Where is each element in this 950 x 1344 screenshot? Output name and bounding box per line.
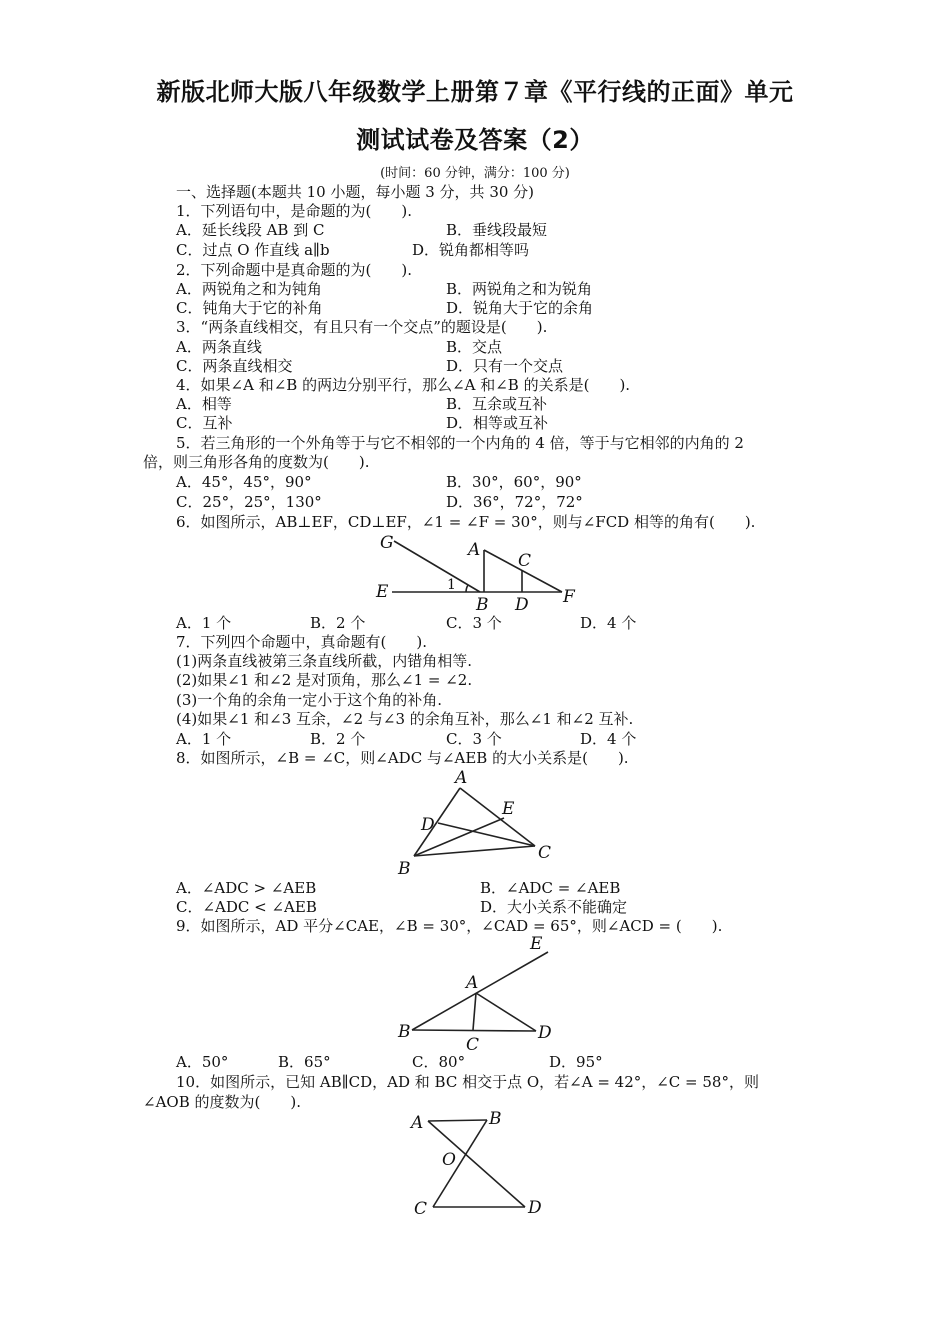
q5-option-b: B．30°，60°，90°: [446, 473, 582, 491]
q7-statement-1: (1)两条直线被第三条直线所截，内错角相等.: [176, 652, 473, 670]
q10-label-a: A: [411, 1113, 424, 1133]
q1-option-b: B．垂线段最短: [446, 221, 548, 239]
q10-label-b: B: [489, 1109, 502, 1129]
q9-figure: [0, 934, 950, 1054]
q10-label-c: C: [414, 1199, 428, 1219]
q4-option-b: B．互余或互补: [446, 395, 548, 413]
q1-option-d: D．锐角都相等吗: [412, 241, 530, 259]
q7-option-c: C．3 个: [446, 730, 502, 748]
q10-stem-line2: ∠AOB 的度数为( ).: [143, 1093, 301, 1111]
q5-stem-line1: 5．若三角形的一个外角等于与它不相邻的一个内角的 4 倍，等于与它相邻的内角的 2: [176, 434, 744, 452]
q9-stem: 9．如图所示，AD 平分∠CAE，∠B = 30°，∠CAD = 65°，则∠ACD = ( ).: [176, 917, 723, 935]
q4-stem: 4．如果∠A 和∠B 的两边分别平行，那么∠A 和∠B 的关系是( ).: [176, 376, 631, 394]
q8-figure: [0, 766, 950, 879]
q9-segment-ad: [476, 993, 536, 1031]
q5-option-c: C．25°，25°，130°: [176, 493, 322, 511]
q2-option-a: A．两锐角之和为钝角: [176, 280, 322, 298]
q7-option-b: B．2 个: [310, 730, 366, 748]
q9-option-c: C．80°: [412, 1053, 466, 1071]
q10-label-d: D: [528, 1198, 542, 1218]
section-heading: 一、选择题(本题共 10 小题，每小题 3 分，共 30 分): [176, 183, 535, 201]
q6-option-a: A．1 个: [176, 614, 232, 632]
time-score-info: (时间：60 分钟，满分：100 分): [380, 166, 570, 181]
q6-option-c: C．3 个: [446, 614, 502, 632]
q7-statement-3: (3)一个角的余角一定小于这个角的补角.: [176, 691, 443, 709]
q8-option-c: C．∠ADC < ∠AEB: [176, 898, 317, 916]
q7-stem: 7．下列四个命题中，真命题有( ).: [176, 633, 428, 651]
q5-option-d: D．36°，72°，72°: [446, 493, 583, 511]
q9-label-e: E: [530, 934, 543, 954]
q6-option-d: D．4 个: [580, 614, 637, 632]
q8-label-a: A: [455, 768, 468, 788]
q7-option-d: D．4 个: [580, 730, 637, 748]
q6-label-f: F: [563, 587, 575, 607]
q3-option-b: B．交点: [446, 338, 503, 356]
q8-option-a: A．∠ADC > ∠AEB: [176, 879, 317, 897]
q1-option-c: C．过点 O 作直线 a∥b: [176, 241, 330, 259]
q2-option-c: C．钝角大于它的补角: [176, 299, 323, 317]
q9-label-b: B: [398, 1022, 411, 1042]
q6-angle-arc: [466, 585, 468, 592]
q6-label-e: E: [376, 582, 389, 602]
q8-label-c: C: [538, 843, 552, 863]
q2-option-d: D．锐角大于它的余角: [446, 299, 594, 317]
q9-label-c: C: [466, 1035, 480, 1055]
q3-option-c: C．两条直线相交: [176, 357, 293, 375]
q6-figure: [0, 528, 950, 618]
q10-label-o: O: [442, 1150, 456, 1170]
q6-label-a: A: [468, 540, 481, 560]
q3-option-d: D．只有一个交点: [446, 357, 564, 375]
doc-title-line2: 测试试卷及答案（2）: [356, 126, 594, 154]
q6-option-b: B．2 个: [310, 614, 366, 632]
q10-figure: [0, 1106, 950, 1226]
q4-option-a: A．相等: [176, 395, 232, 413]
q7-option-a: A．1 个: [176, 730, 232, 748]
q10-segment-ab: [428, 1120, 487, 1121]
q5-stem-line2: 倍，则三角形各角的度数为( ).: [143, 453, 370, 471]
q8-label-e: E: [502, 799, 515, 819]
q1-stem: 1．下列语句中，是命题的为( ).: [176, 202, 413, 220]
q6-stem: 6．如图所示，AB⊥EF，CD⊥EF，∠1 = ∠F = 30°，则与∠FCD 相等的角有( ).: [176, 513, 756, 531]
q7-statement-4: (4)如果∠1 和∠3 互余，∠2 与∠3 的余角互补，那么∠1 和∠2 互补.: [176, 710, 634, 728]
doc-title-line1: 新版北师大版八年级数学上册第７章《平行线的正面》单元: [156, 78, 794, 106]
q8-option-d: D．大小关系不能确定: [480, 898, 628, 916]
q8-stem: 8．如图所示，∠B = ∠C，则∠ADC 与∠AEB 的大小关系是( ).: [176, 749, 629, 767]
q5-option-a: A．45°，45°，90°: [176, 473, 312, 491]
q1-option-a: A．延长线段 AB 到 C: [176, 221, 325, 239]
q8-option-b: B．∠ADC = ∠AEB: [480, 879, 621, 897]
q9-segment-be: [412, 952, 548, 1030]
q6-label-c: C: [518, 551, 532, 571]
q9-segment-bd: [412, 1030, 536, 1031]
q3-stem: 3．“两条直线相交，有且只有一个交点”的题设是( ).: [176, 318, 548, 336]
q9-option-d: D．95°: [549, 1053, 603, 1071]
q6-label-d: D: [515, 595, 529, 615]
q6-label-1: 1: [447, 577, 456, 593]
q9-label-a: A: [466, 973, 479, 993]
q3-option-a: A．两条直线: [176, 338, 262, 356]
q10-stem-line1: 10．如图所示，已知 AB∥CD，AD 和 BC 相交于点 O，若∠A = 42°，∠C = 58°，则: [176, 1073, 759, 1091]
q9-option-b: B．65°: [278, 1053, 331, 1071]
q9-option-a: A．50°: [176, 1053, 229, 1071]
q6-label-b: B: [476, 595, 489, 615]
q9-segment-ac: [473, 993, 476, 1030]
q6-label-g: G: [380, 533, 394, 553]
q9-label-d: D: [538, 1023, 552, 1043]
q8-label-b: B: [398, 859, 411, 879]
q2-stem: 2．下列命题中是真命题的为( ).: [176, 261, 413, 279]
q4-option-c: C．互补: [176, 414, 233, 432]
q7-statement-2: (2)如果∠1 和∠2 是对顶角，那么∠1 = ∠2.: [176, 671, 473, 689]
q2-option-b: B．两锐角之和为锐角: [446, 280, 593, 298]
q8-label-d: D: [421, 815, 435, 835]
q4-option-d: D．相等或互补: [446, 414, 549, 432]
